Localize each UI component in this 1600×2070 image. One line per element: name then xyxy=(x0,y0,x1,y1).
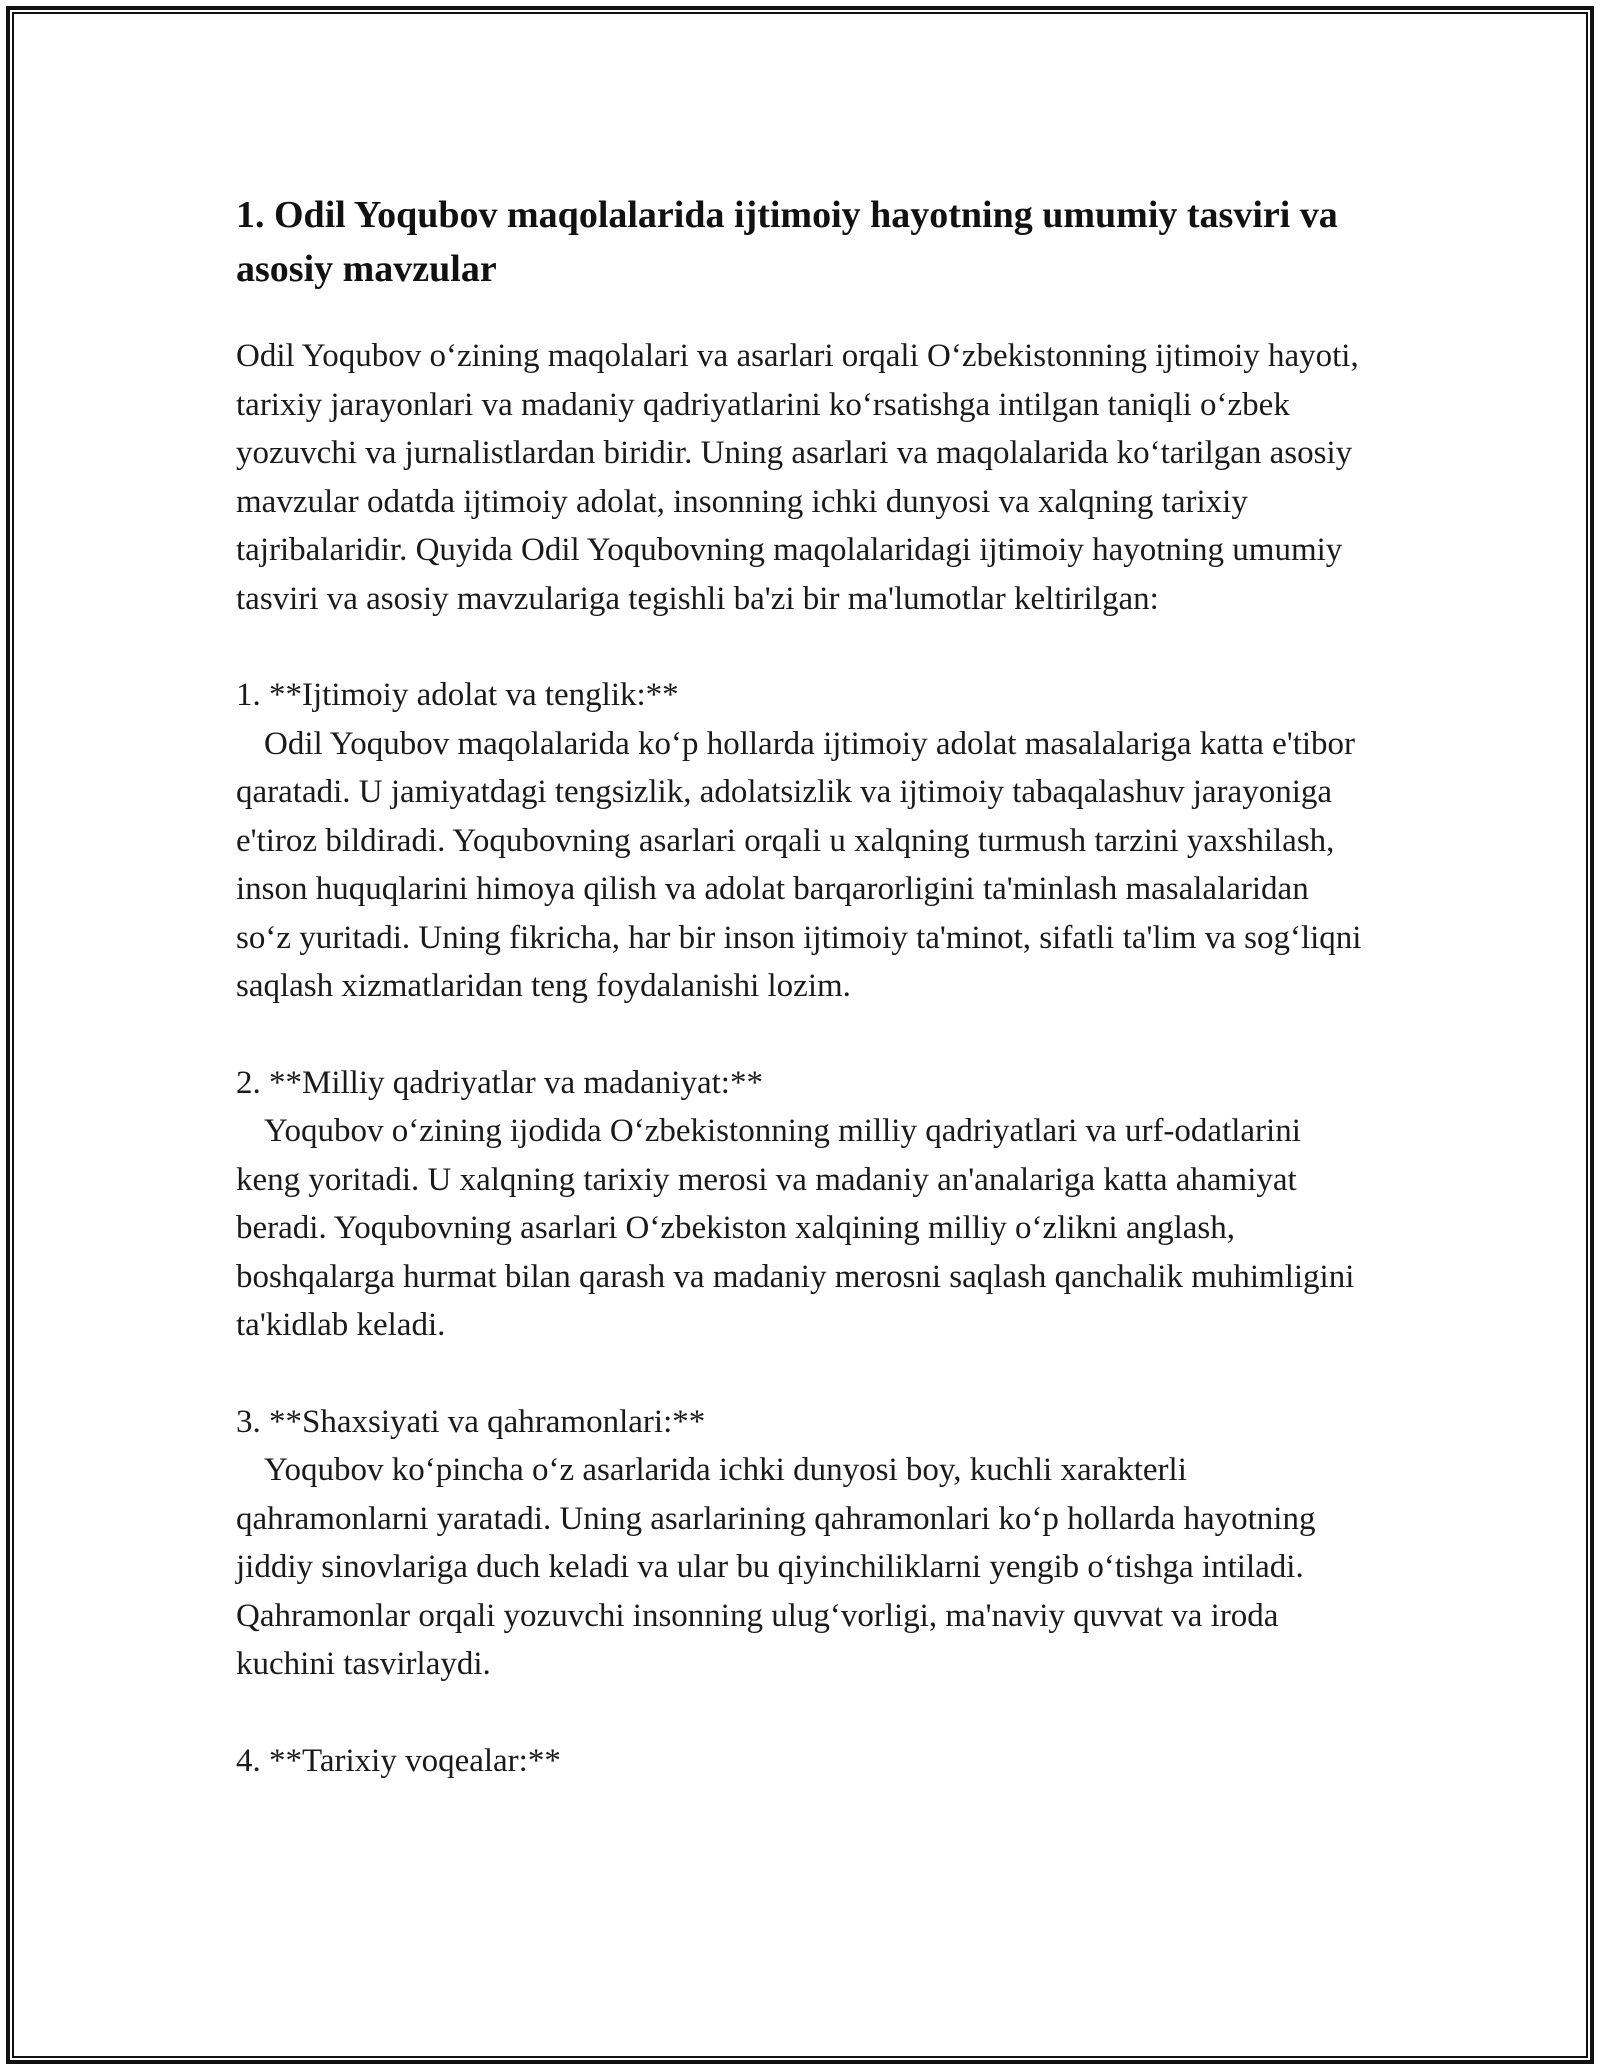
section-social-justice xyxy=(236,671,1366,1011)
section-personality-heroes xyxy=(236,1398,1366,1689)
section-heading: 1. **Ijtimoiy adolat va tenglik:** xyxy=(236,677,679,713)
document-title: 1. Odil Yoqubov maqolalarida ijtimoiy hayotning umumiy tasviri va asosiy mavzular xyxy=(236,194,1338,290)
section-body: Odil Yoqubov maqolalarida ko‘p hollarda ijtimoiy adolat masalalariga katta e'tibor qaratadi. U jamiyatdagi tengsizlik, adolatsizlik va ijtimoiy tabaqalashuv jarayoniga e'tiroz bildiradi. Yoqubovning asarlari orqali u xalqning turmush tarzini yaxshilash, inson huquqlarini himoya qilish va adolat barqarorligini ta'minlash masalalaridan so‘z yuritadi. Uning fikricha, har bir inson ijtimoiy ta'minot, sifatli ta'lim va sog‘liqni saqlash xizmatlaridan teng foydalanishi lozim. xyxy=(236,725,1362,1004)
document-page xyxy=(236,188,1366,1833)
intro-paragraph: Odil Yoqubov o‘zining maqolalari va asarlari orqali O‘zbekistonning ijtimoiy hayoti, tarixiy jarayonlari va madaniy qadriyatlarini ko‘rsatishga intilgan taniqli o‘zbek yozuvchi va jurnalistlardan biridir. Uning asarlari va maqolalarida ko‘tarilgan asosiy mavzular odatda ijtimoiy adolat, insonning ichki dunyosi va xalqning tarixiy tajribalaridir. Quyida Odil Yoqubovning maqolalaridagi ijtimoiy hayotning umumiy tasviri va asosiy mavzulariga tegishli ba'zi bir ma'lumotlar keltirilgan: xyxy=(236,338,1359,617)
section-body: Yoqubov ko‘pincha o‘z asarlarida ichki dunyosi boy, kuchli xarakterli qahramonlarni yaratadi. Uning asarlarining qahramonlari ko‘p hollarda hayotning jiddiy sinovlariga duch keladi va ular bu qiyinchiliklarni yengib o‘tishga intiladi. Qahramonlar orqali yozuvchi insonning ulug‘vorligi, ma'naviy quvvat va iroda kuchini tasvirlaydi. xyxy=(236,1452,1316,1682)
section-heading: 3. **Shaxsiyati va qahramonlari:** xyxy=(236,1403,706,1440)
section-body: Yoqubov o‘zining ijodida O‘zbekistonning milliy qadriyatlari va urf-odatlarini keng yoritadi. U xalqning tarixiy merosi va madaniy an'analariga katta ahamiyat beradi. Yoqubovning asarlari O‘zbekiston xalqining milliy o‘zlikni anglash, boshqalarga hurmat bilan qarash va madaniy merosni saqlash qanchalik muhimligini ta'kidlab keladi. xyxy=(236,1113,1355,1343)
section-national-values xyxy=(236,1059,1366,1350)
section-heading: 2. **Milliy qadriyatlar va madaniyat:** xyxy=(236,1064,763,1101)
section-heading: 4. **Tarixiy voqealar:** xyxy=(236,1742,561,1779)
section-historical-events xyxy=(236,1737,1366,1786)
